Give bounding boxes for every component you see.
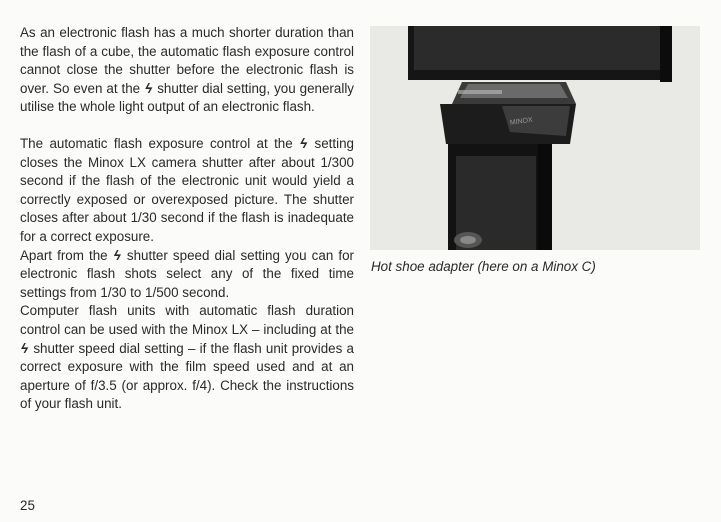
hot-shoe-adapter-icon	[370, 26, 700, 250]
flash-symbol-icon: ϟ	[300, 135, 308, 151]
photo-caption: Hot shoe adapter (here on a Minox C)	[371, 259, 596, 274]
paragraph-1: As an electronic flash has a much shorter duration than the flash of a cube, the automatic flash exposure control cannot close the shutter before the electronic flash is over. So even at the ϟ shutter dial setting, you generally utilise the whole light output of an electronic flash.	[20, 25, 354, 115]
body-text	[20, 24, 354, 414]
paragraph-4: Computer flash units with automatic flash duration control can be used with the Minox LX – including at the ϟ shutter speed dial setting – if the flash unit provides a correct exposure with the film speed used and at an aperture of f/3.5 (or approx. f/4). Check the instructions of your flash unit.	[20, 303, 354, 412]
paragraph-3: Apart from the ϟ shutter speed dial setting you can for electronic flash shots select any of the fixed time settings from 1/30 to 1/500 second.	[20, 247, 354, 300]
paragraph-2: The automatic flash exposure control at the ϟ setting closes the Minox LX camera shutter after about 1/300 second if the flash of the electronic unit would yield a correctly exposed or overexposed picture. The shutter closes after about 1/30 second if the flash is inadequate for a correct exposure.	[20, 135, 354, 244]
hot-shoe-adapter-photo	[370, 26, 700, 250]
page-number: 25	[20, 498, 35, 513]
flash-symbol-icon: ϟ	[21, 340, 29, 356]
svg-text:MINOX: MINOX	[509, 116, 534, 127]
flash-symbol-icon: ϟ	[113, 247, 121, 263]
flash-symbol-icon: ϟ	[145, 80, 153, 96]
